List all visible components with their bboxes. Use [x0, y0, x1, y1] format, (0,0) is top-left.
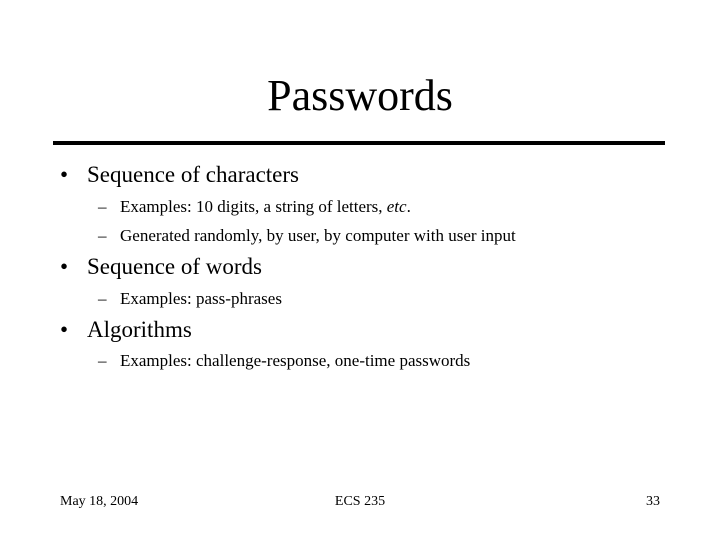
footer-date: May 18, 2004	[60, 494, 139, 509]
sub-bullet-pass-phrases	[98, 288, 282, 310]
footer-page-number: 33	[646, 494, 660, 509]
bullet-icon: •	[60, 317, 69, 342]
bullet-sequence-of-words	[60, 253, 262, 281]
footer-course: ECS 235	[334, 494, 386, 509]
sub-bullet-text: Examples: pass-phrases	[120, 289, 282, 308]
bullet-icon: •	[60, 162, 69, 187]
dash-icon: –	[98, 289, 107, 308]
bullet-text: Sequence of characters	[87, 162, 299, 187]
bullet-sequence-of-characters	[60, 161, 299, 189]
dash-icon: –	[98, 197, 107, 216]
dash-icon: –	[98, 351, 107, 370]
sub-bullet-italic: etc	[386, 197, 407, 216]
sub-bullet-text: Examples: 10 digits, a string of letters,	[120, 197, 387, 216]
sub-bullet-tail: .	[406, 197, 411, 216]
title-divider	[53, 141, 665, 145]
bullet-text: Sequence of words	[87, 254, 263, 279]
bullet-icon: •	[60, 254, 69, 279]
dash-icon: –	[98, 226, 107, 245]
sub-bullet-challenge-response	[98, 350, 470, 372]
sub-bullet-text: Generated randomly, by user, by computer with user input	[120, 226, 516, 245]
bullet-text: Algorithms	[87, 317, 192, 342]
sub-bullet-examples-digits	[98, 196, 411, 218]
sub-bullet-generated	[98, 225, 516, 247]
bullet-algorithms	[60, 316, 192, 344]
slide-title: Passwords	[267, 71, 453, 120]
sub-bullet-text: Examples: challenge-response, one-time passwords	[120, 351, 471, 370]
